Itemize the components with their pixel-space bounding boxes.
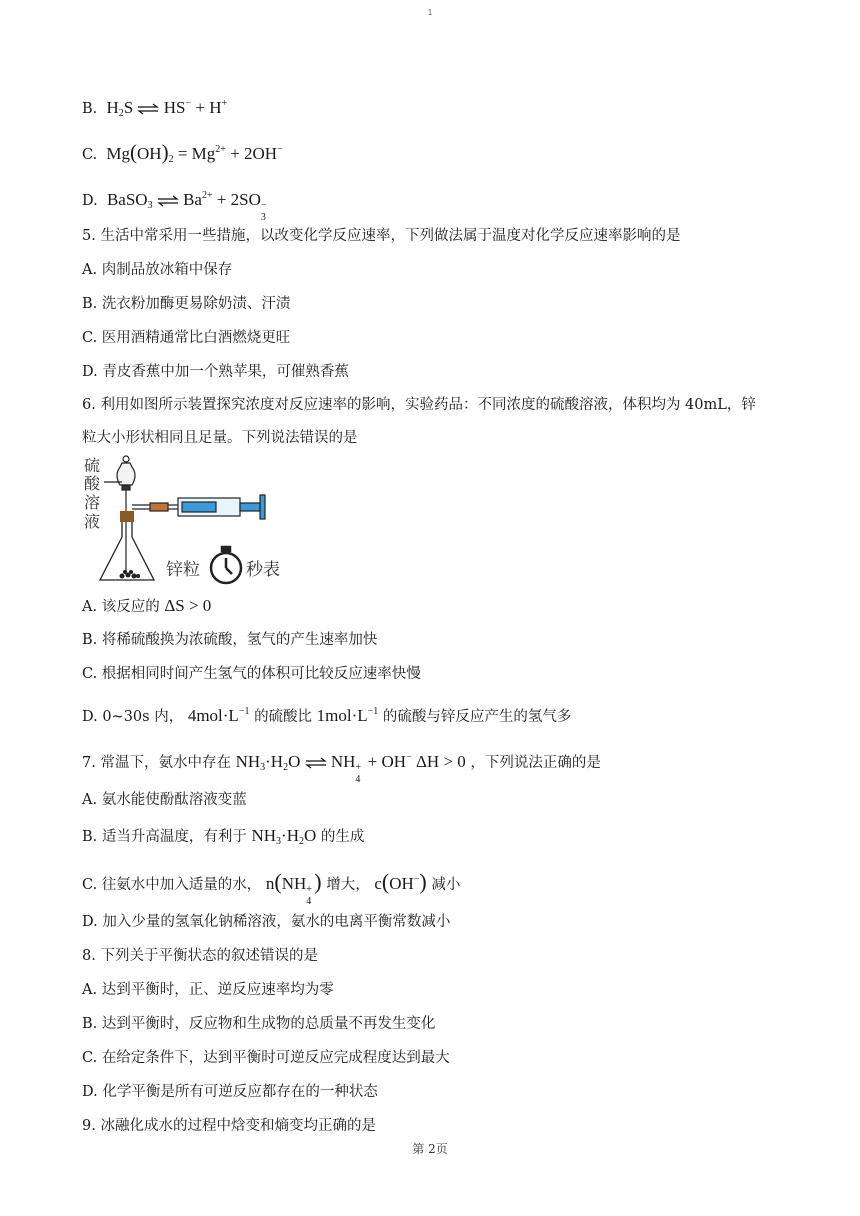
option-text: C. 往氨水中加入适量的水，	[82, 877, 262, 893]
q7-option-d: D. 加入少量的氢氧化钠稀溶液，氨水的电离平衡常数减小	[82, 914, 451, 930]
q5-option-c: C. 医用酒精通常比白酒燃烧更旺	[82, 330, 291, 346]
concentration-expression: $4mol\cdot L^{-1}$	[187, 706, 250, 725]
equilibrium-arrow-icon	[157, 195, 179, 207]
page-number: 第 2页	[412, 1142, 448, 1156]
option-label: C.	[82, 147, 98, 163]
q6-option-a	[82, 596, 211, 617]
header-mark: 1	[427, 8, 433, 17]
q8-option-d: D. 化学平衡是所有可逆反应都存在的一种状态	[82, 1084, 378, 1100]
question-5: 5. 生活中常采用一些措施，以改变化学反应速率，下列做法属于温度对化学反应速率影响的是	[82, 228, 681, 244]
option-text: 增大，	[326, 877, 370, 893]
option-text: D. 0~30s 内，	[82, 709, 184, 725]
option-text: 减小	[431, 877, 461, 893]
question-6-line-2: 粒大小形状相同且足量。下列说法错误的是	[82, 430, 358, 446]
acid-label-char: 溶	[84, 493, 101, 512]
delta-s-expression: ΔS > 0	[164, 596, 212, 615]
equation: $H_2S$ HS− + H+	[106, 98, 228, 119]
acid-label-char: 酸	[84, 474, 101, 493]
equilibrium-arrow-icon	[137, 103, 159, 115]
question-text: ，下列说法正确的是	[470, 755, 601, 771]
experiment-apparatus-figure	[82, 455, 292, 590]
q7-option-c	[82, 869, 461, 907]
q7-option-a: A. 氨水能使酚酞溶液变蓝	[82, 792, 247, 808]
question-6-line-1: 6. 利用如图所示装置探究浓度对反应速率的影响，实验药品：不同浓度的硫酸溶液，体积均为 40mL，锌	[82, 397, 756, 413]
timer-label: 秒表	[246, 560, 280, 580]
q6-option-d	[82, 702, 571, 727]
q6-option-c: C. 根据相同时间产生氢气的体积可比较反应速率快慢	[82, 666, 421, 682]
acid-label-char: 硫	[84, 456, 101, 475]
q8-option-a: A. 达到平衡时，正、逆反应速率均为零	[82, 982, 334, 998]
option-label: B.	[82, 101, 98, 117]
zinc-label: 锌粒	[166, 560, 200, 580]
zinc-granules-icon	[120, 570, 141, 579]
q5-option-a: A. 肉制品放冰箱中保存	[82, 262, 233, 278]
option-text: B. 适当升高温度，有利于	[82, 829, 247, 845]
formula: n(NH + 4 )	[265, 869, 322, 907]
question-9: 9. 冰融化成水的过程中焓变和熵变均正确的是	[82, 1118, 376, 1134]
question-7	[82, 748, 601, 785]
option-c-ionization	[82, 140, 283, 170]
formula: c(OH−)	[374, 869, 427, 894]
q5-option-d: D. 青皮香蕉中加一个熟苹果，可催熟香蕉	[82, 364, 349, 380]
option-text: A. 该反应的	[82, 599, 160, 615]
concentration-expression: $1mol\cdot L^{-1}$	[316, 706, 379, 725]
conical-flask-icon	[100, 522, 154, 580]
equilibrium-expression: $NH_3\cdot H_2O$ NH + 4 + OH− ΔH > 0	[235, 752, 466, 785]
rubber-stopper-icon	[120, 511, 134, 522]
equilibrium-arrow-icon	[305, 757, 327, 769]
gas-syringe-icon	[178, 495, 265, 519]
q7-option-b	[82, 826, 364, 852]
option-text: 的硫酸与锌反应产生的氢气多	[382, 709, 572, 725]
equation: BaSO$_3$ $Ba^{2+} + 2SO$ − 3	[106, 190, 267, 223]
option-d-ionization	[82, 186, 269, 223]
question-8: 8. 下列关于平衡状态的叙述错误的是	[82, 948, 318, 964]
q8-option-c: C. 在给定条件下，达到平衡时可逆反应完成程度达到最大	[82, 1050, 450, 1066]
acid-label-char: 液	[84, 512, 101, 531]
q5-option-b: B. 洗衣粉加酶更易除奶渍、汗渍	[82, 296, 291, 312]
option-label: D.	[82, 193, 98, 209]
option-text: 的生成	[320, 829, 365, 845]
stopwatch-icon	[211, 547, 241, 583]
formula: $NH_3\cdot H_2O$	[251, 826, 317, 847]
option-b-ionization	[82, 94, 227, 124]
option-text: 的硫酸比	[254, 709, 313, 725]
q8-option-b: B. 达到平衡时，反应物和生成物的总质量不再发生变化	[82, 1016, 436, 1032]
equation: $Mg(OH)_2 = Mg^{2+} + 2OH^-$	[106, 140, 283, 165]
delivery-tube-icon	[132, 503, 178, 511]
q6-option-b: B. 将稀硫酸换为浓硫酸，氢气的产生速率加快	[82, 632, 378, 648]
question-text: 7. 常温下，氨水中存在	[82, 755, 231, 771]
